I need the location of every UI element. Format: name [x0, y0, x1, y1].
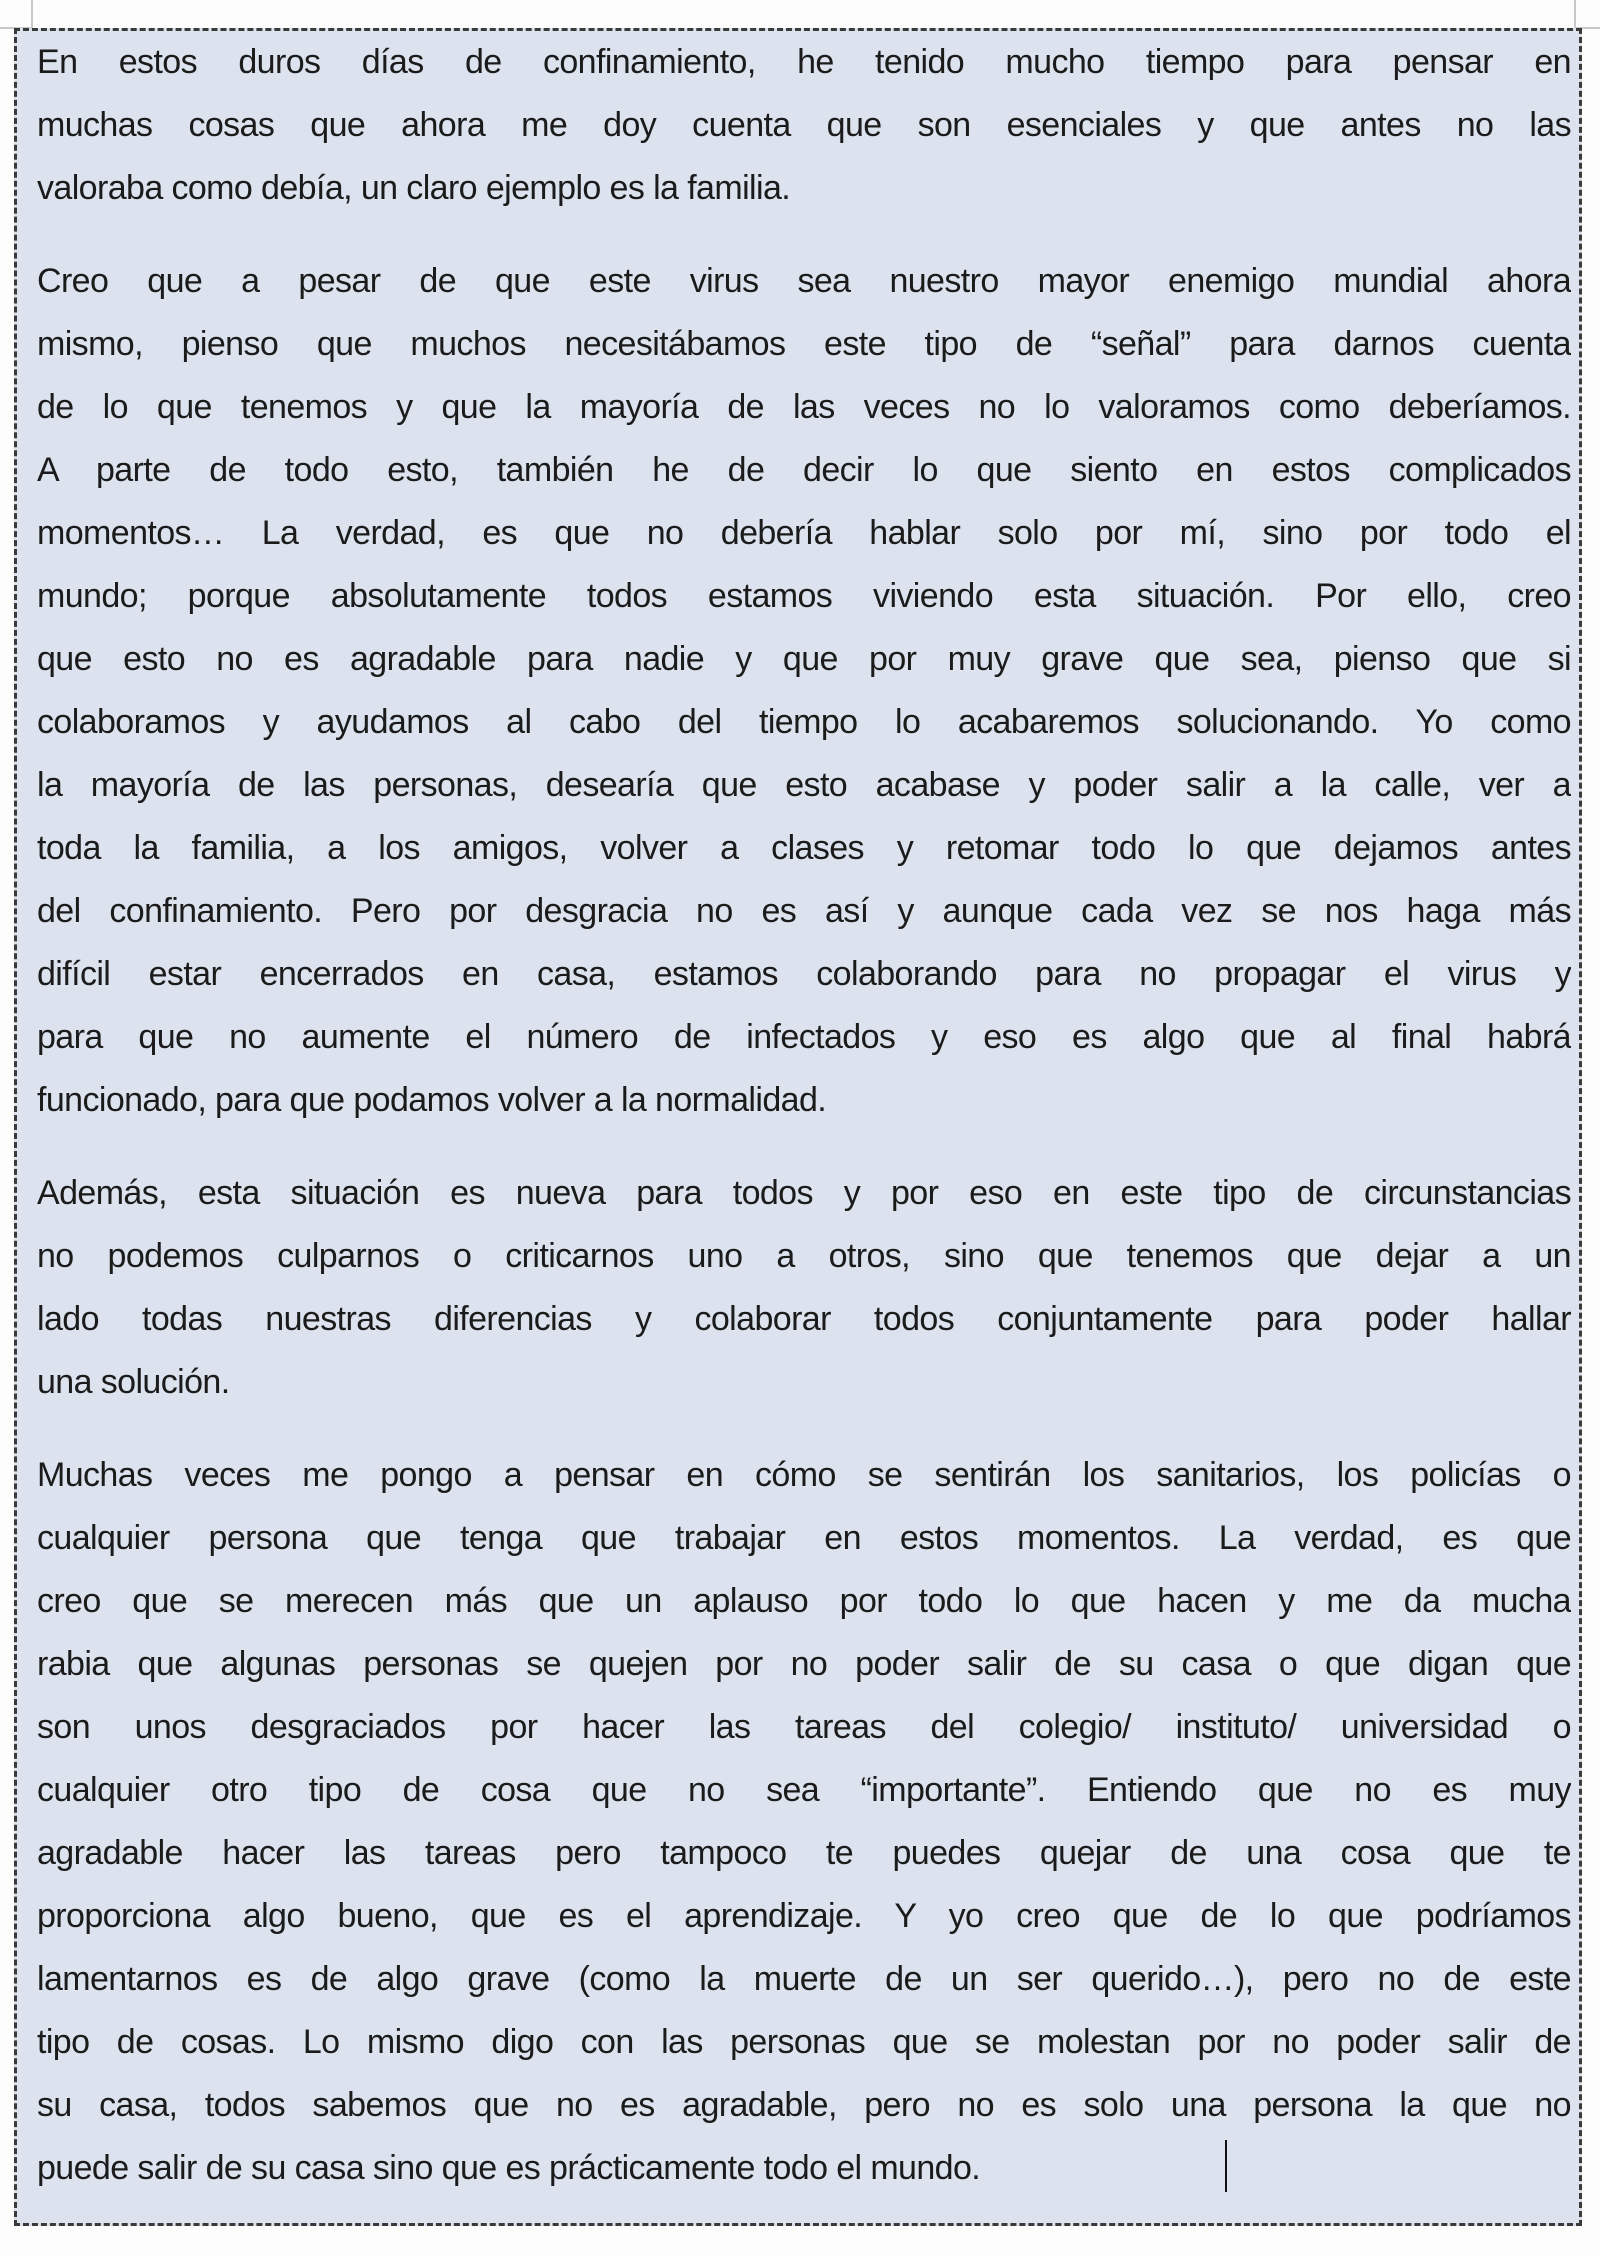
text-line: difícil estar encerrados en casa, estamos colaborando para no propagar el virus y — [37, 955, 1571, 993]
text-line: momentos… La verdad, es que no debería hablar solo por mí, sino por todo el — [37, 514, 1571, 552]
paragraph-4 — [37, 1444, 1571, 2200]
text-line: cualquier persona que tenga que trabajar en estos momentos. La verdad, es que — [37, 1519, 1571, 1557]
text-line: tipo de cosas. Lo mismo digo con las personas que se molestan por no poder salir de — [37, 2023, 1571, 2061]
paragraph-1 — [37, 31, 1571, 220]
text-line: su casa, todos sabemos que no es agradable, pero no es solo una persona la que no — [37, 2086, 1571, 2124]
paragraph-2 — [37, 250, 1571, 1132]
page-margin-mark-left — [31, 0, 33, 28]
text-line: lado todas nuestras diferencias y colaborar todos conjuntamente para poder hallar — [37, 1300, 1571, 1338]
text-line: Creo que a pesar de que este virus sea nuestro mayor enemigo mundial ahora — [37, 262, 1571, 300]
text-line: lamentarnos es de algo grave (como la muerte de un ser querido…), pero no de este — [37, 1960, 1571, 1998]
text-line: Además, esta situación es nueva para todos y por eso en este tipo de circunstancias — [37, 1174, 1571, 1212]
text-line: A parte de todo esto, también he de decir lo que siento en estos complicados — [37, 451, 1571, 489]
text-line: de lo que tenemos y que la mayoría de las veces no lo valoramos como deberíamos. — [37, 388, 1571, 426]
text-line: funcionado, para que podamos volver a la normalidad. — [37, 1081, 827, 1119]
text-box[interactable] — [14, 28, 1582, 2226]
text-line: En estos duros días de confinamiento, he tenido mucho tiempo para pensar en — [37, 43, 1571, 81]
page-margin-mark-right — [1574, 0, 1576, 28]
text-line: mundo; porque absolutamente todos estamos viviendo esta situación. Por ello, creo — [37, 577, 1571, 615]
text-line: rabia que algunas personas se quejen por no poder salir de su casa o que digan que — [37, 1645, 1571, 1683]
text-line: cualquier otro tipo de cosa que no sea “importante”. Entiendo que no es muy — [37, 1771, 1571, 1809]
text-line: valoraba como debía, un claro ejemplo es la familia. — [37, 169, 791, 207]
text-box-content[interactable] — [37, 31, 1571, 2200]
text-line: toda la familia, a los amigos, volver a clases y retomar todo lo que dejamos antes — [37, 829, 1571, 867]
text-line: la mayoría de las personas, desearía que esto acabase y poder salir a la calle, ver a — [37, 766, 1571, 804]
text-line: agradable hacer las tareas pero tampoco te puedes quejar de una cosa que te — [37, 1834, 1571, 1872]
text-line: son unos desgraciados por hacer las tareas del colegio/ instituto/ universidad o — [37, 1708, 1571, 1746]
text-line: mismo, pienso que muchos necesitábamos este tipo de “señal” para darnos cuenta — [37, 325, 1571, 363]
text-line: colaboramos y ayudamos al cabo del tiempo lo acabaremos solucionando. Yo como — [37, 703, 1571, 741]
text-line: del confinamiento. Pero por desgracia no es así y aunque cada vez se nos haga más — [37, 892, 1571, 930]
text-line: proporciona algo bueno, que es el aprendizaje. Y yo creo que de lo que podríamos — [37, 1897, 1571, 1935]
text-line: que esto no es agradable para nadie y que por muy grave que sea, pienso que si — [37, 640, 1571, 678]
text-line: creo que se merecen más que un aplauso por todo lo que hacen y me da mucha — [37, 1582, 1571, 1620]
text-cursor — [1225, 2140, 1227, 2192]
text-line: no podemos culparnos o criticarnos uno a otros, sino que tenemos que dejar a un — [37, 1237, 1571, 1275]
text-line: una solución. — [37, 1363, 230, 1401]
text-line: para que no aumente el número de infectados y eso es algo que al final habrá — [37, 1018, 1571, 1056]
text-line: muchas cosas que ahora me doy cuenta que son esenciales y que antes no las — [37, 106, 1571, 144]
text-line: Muchas veces me pongo a pensar en cómo se sentirán los sanitarios, los policías o — [37, 1456, 1571, 1494]
paragraph-3 — [37, 1162, 1571, 1414]
text-line: puede salir de su casa sino que es prácticamente todo el mundo. — [37, 2149, 981, 2187]
